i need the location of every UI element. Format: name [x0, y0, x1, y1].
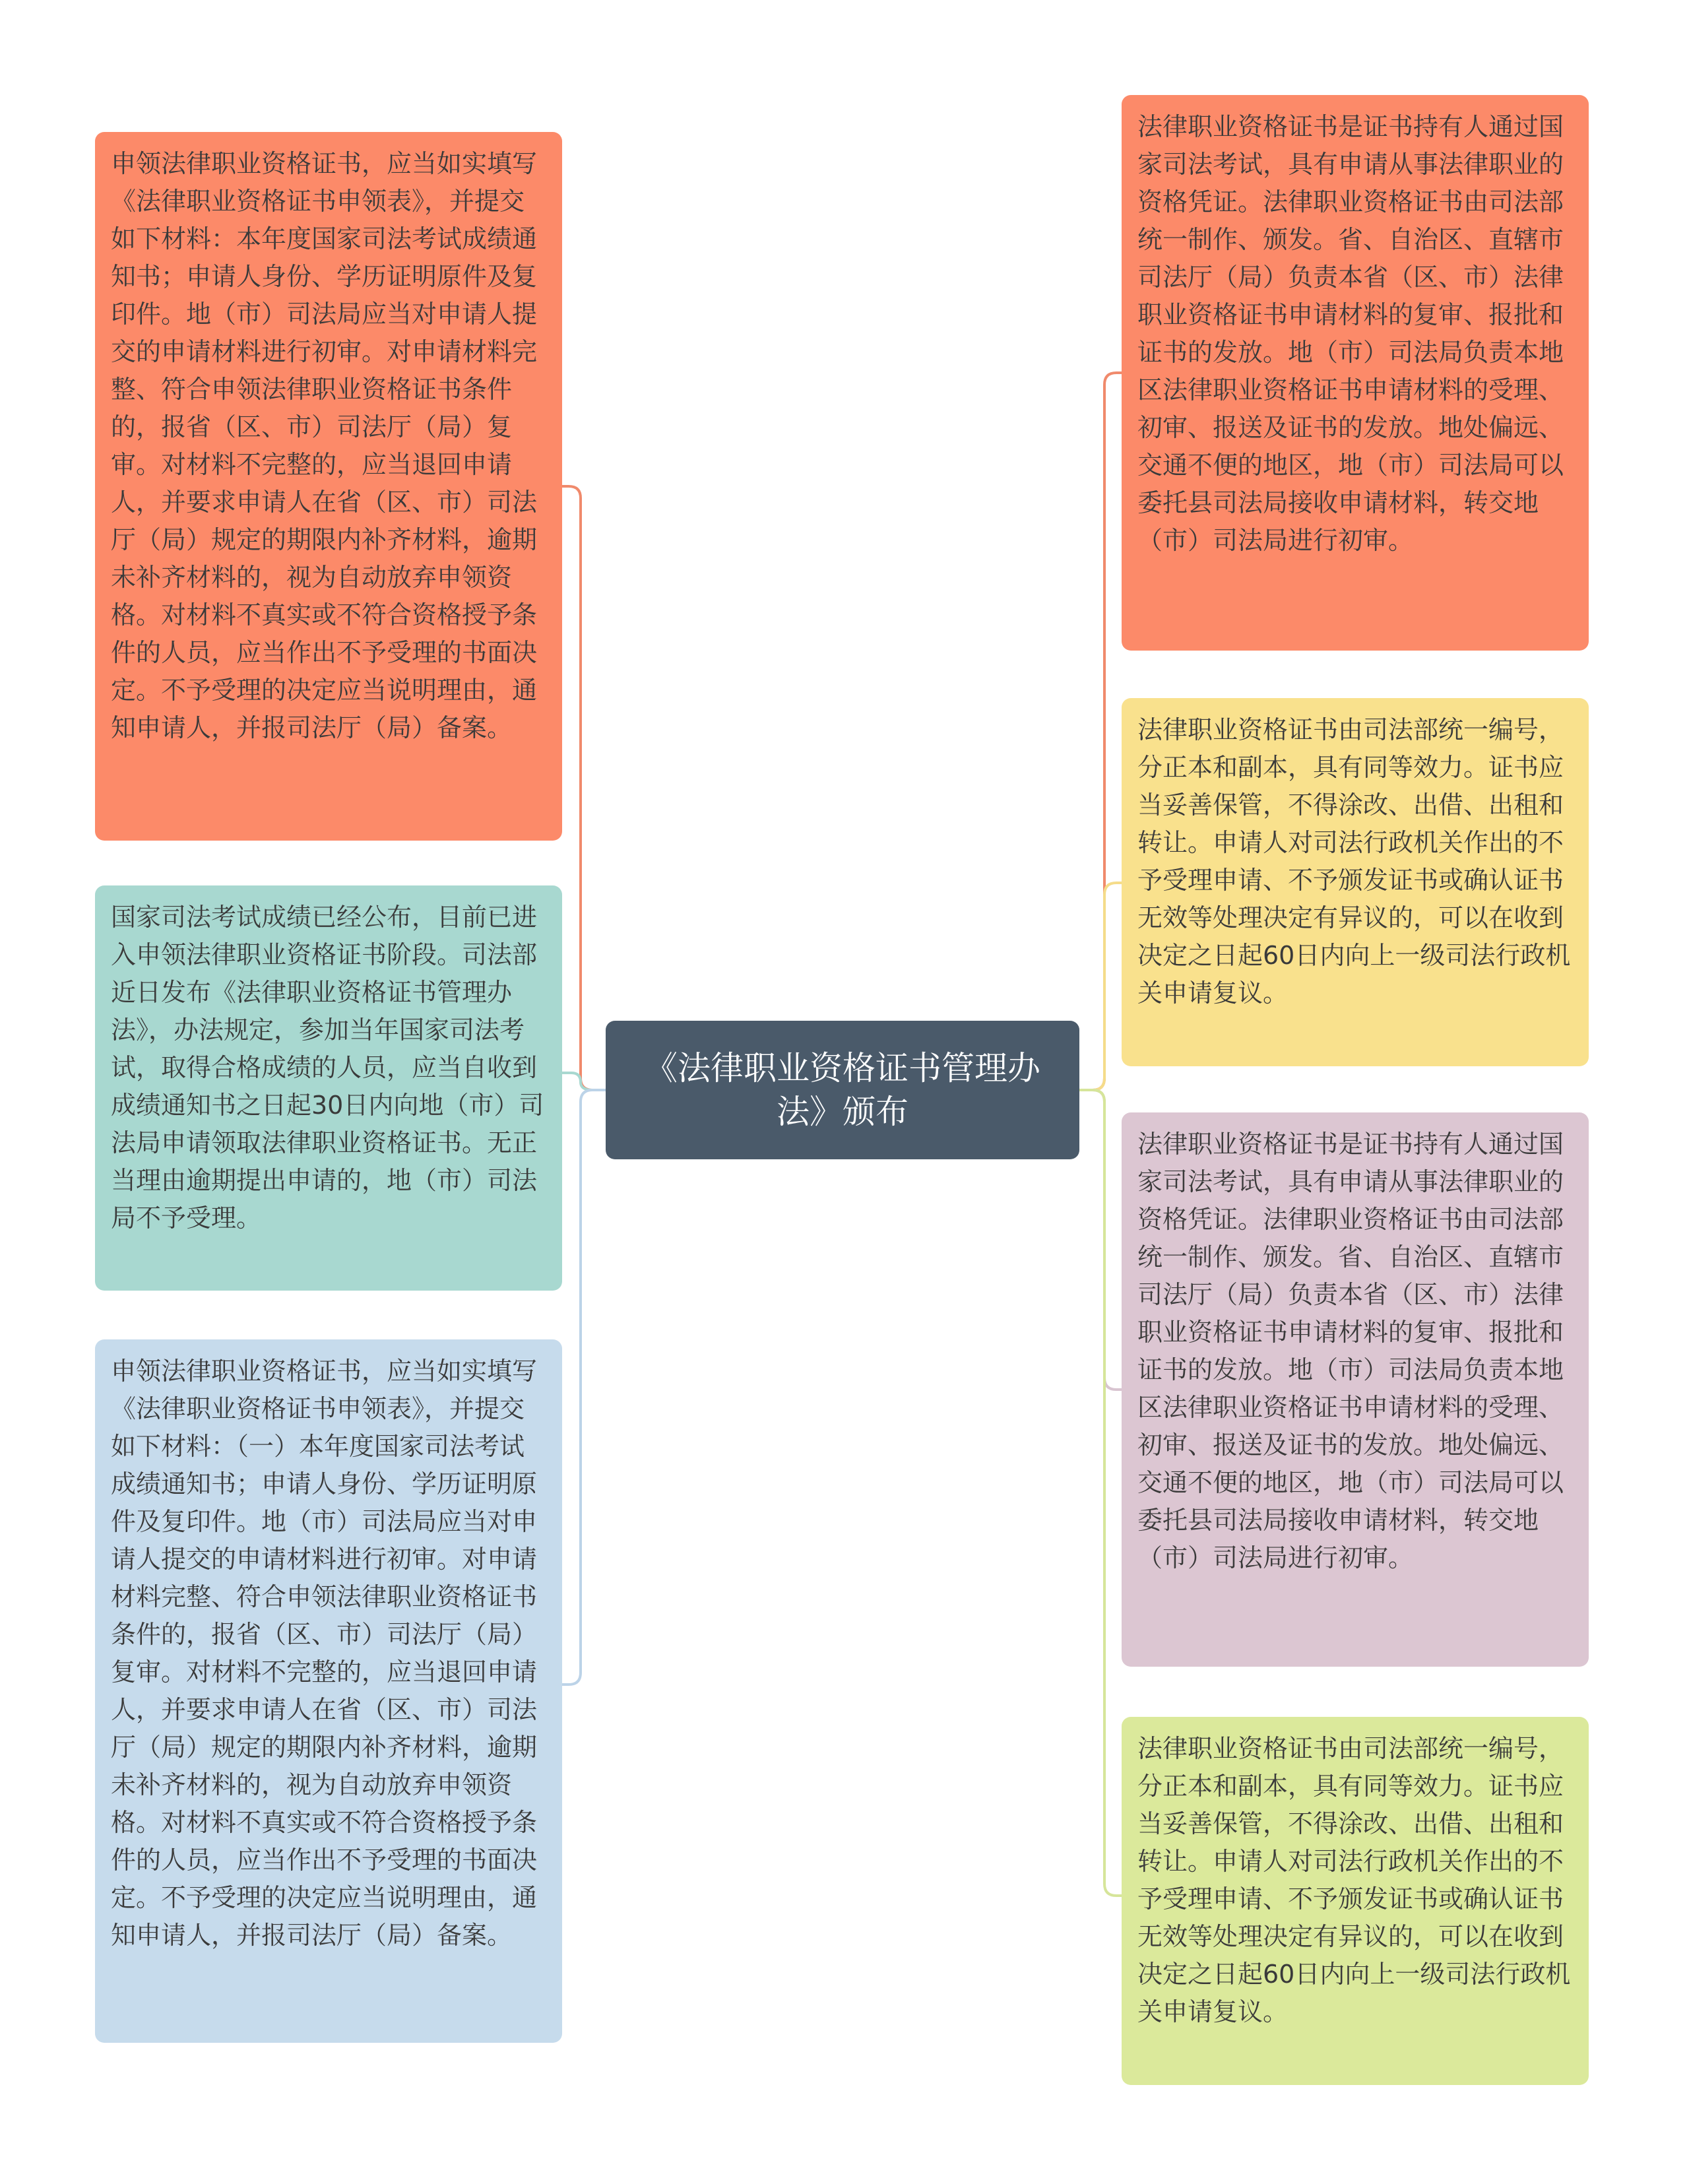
connector-left-0 [562, 486, 606, 1090]
node-text: 国家司法考试成绩已经公布，目前已进入申领法律职业资格证书阶段。司法部近日发布《法律职业资格证书管理办法》，办法规定，参加当年国家司法考试，取得合格成绩的人员，应当自收到成绩通知书之日起30日内向地（市）司法局申请领取法律职业资格证书。无正当理由逾期提出申请的，地（市）司法局不予受理。 [111, 903, 544, 1233]
connector-right-0 [1079, 373, 1122, 1090]
root-topic[interactable] [606, 1021, 1079, 1159]
node-text: 申领法律职业资格证书，应当如实填写《法律职业资格证书申领表》，并提交如下材料：（一）本年度国家司法考试成绩通知书；申请人身份、学历证明原件及复印件。地（市）司法局应当对申请人提交的申请材料进行初审。对申请材料完整、符合申领法律职业资格证书条件的，报省（区、市）司法厅（局）复审。对材料不完整的，应当退回申请人，并要求申请人在省（区、市）司法厅（局）规定的期限内补齐材料，逾期未补齐材料的，视为自动放弃申领资格。对材料不真实或不符合资格授予条件的人员，应当作出不予受理的书面决定。不予受理的决定应当说明理由，通知申请人，并报司法厅（局）备案。 [111, 1357, 538, 1950]
node-text: 申领法律职业资格证书，应当如实填写《法律职业资格证书申领表》，并提交如下材料：本年度国家司法考试成绩通知书；申请人身份、学历证明原件及复印件。地（市）司法局应当对申请人提交的申请材料进行初审。对申请材料完整、符合申领法律职业资格证书条件的，报省（区、市）司法厅（局）复审。对材料不完整的，应当退回申请人，并要求申请人在省（区、市）司法厅（局）规定的期限内补齐材料，逾期未补齐材料的，视为自动放弃申领资格。对材料不真实或不符合资格授予条件的人员，应当作出不予受理的书面决定。不予受理的决定应当说明理由，通知申请人，并报司法厅（局）备案。 [111, 149, 538, 742]
right-node-certificate-numbering-repeat[interactable] [1122, 1717, 1589, 2085]
connector-right-1 [1079, 883, 1122, 1090]
left-node-application-materials[interactable] [95, 132, 562, 841]
node-text: 法律职业资格证书是证书持有人通过国家司法考试，具有申请从事法律职业的资格凭证。法律职业资格证书由司法部统一制作、颁发。省、自治区、直辖市司法厅（局）负责本省（区、市）法律职业资格证书申请材料的复审、报批和证书的发放。地（市）司法局负责本地区法律职业资格证书申请材料的受理、初审、报送及证书的发放。地处偏远、交通不便的地区，地（市）司法局可以委托县司法局接收申请材料，转交地（市）司法局进行初审。 [1137, 1130, 1564, 1572]
connector-left-1 [562, 1073, 606, 1090]
connector-right-3 [1079, 1090, 1122, 1896]
left-node-exam-results-announced[interactable] [95, 885, 562, 1291]
node-text: 法律职业资格证书由司法部统一编号，分正本和副本，具有同等效力。证书应当妥善保管，不得涂改、出借、出租和转让。申请人对司法行政机关作出的不予受理申请、不予颁发证书或确认证书无效等处理决定有异议的，可以在收到决定之日起60日内向上一级司法行政机关申请复议。 [1137, 715, 1571, 1008]
connector-right-2 [1079, 1090, 1122, 1390]
node-text: 法律职业资格证书由司法部统一编号，分正本和副本，具有同等效力。证书应当妥善保管，不得涂改、出借、出租和转让。申请人对司法行政机关作出的不予受理申请、不予颁发证书或确认证书无效等处理决定有异议的，可以在收到决定之日起60日内向上一级司法行政机关申请复议。 [1137, 1734, 1571, 2026]
connector-left-2 [562, 1090, 606, 1685]
node-text: 法律职业资格证书是证书持有人通过国家司法考试，具有申请从事法律职业的资格凭证。法律职业资格证书由司法部统一制作、颁发。省、自治区、直辖市司法厅（局）负责本省（区、市）法律职业资格证书申请材料的复审、报批和证书的发放。地（市）司法局负责本地区法律职业资格证书申请材料的受理、初审、报送及证书的发放。地处偏远、交通不便的地区，地（市）司法局可以委托县司法局接收申请材料，转交地（市）司法局进行初审。 [1137, 112, 1564, 555]
right-node-certificate-numbering[interactable] [1122, 698, 1589, 1066]
right-node-certificate-definition-repeat[interactable] [1122, 1112, 1589, 1667]
root-topic-label: 《法律职业资格证书管理办法》颁布 [645, 1049, 1040, 1131]
left-node-application-materials-detail[interactable] [95, 1339, 562, 2043]
right-node-certificate-definition[interactable] [1122, 95, 1589, 651]
